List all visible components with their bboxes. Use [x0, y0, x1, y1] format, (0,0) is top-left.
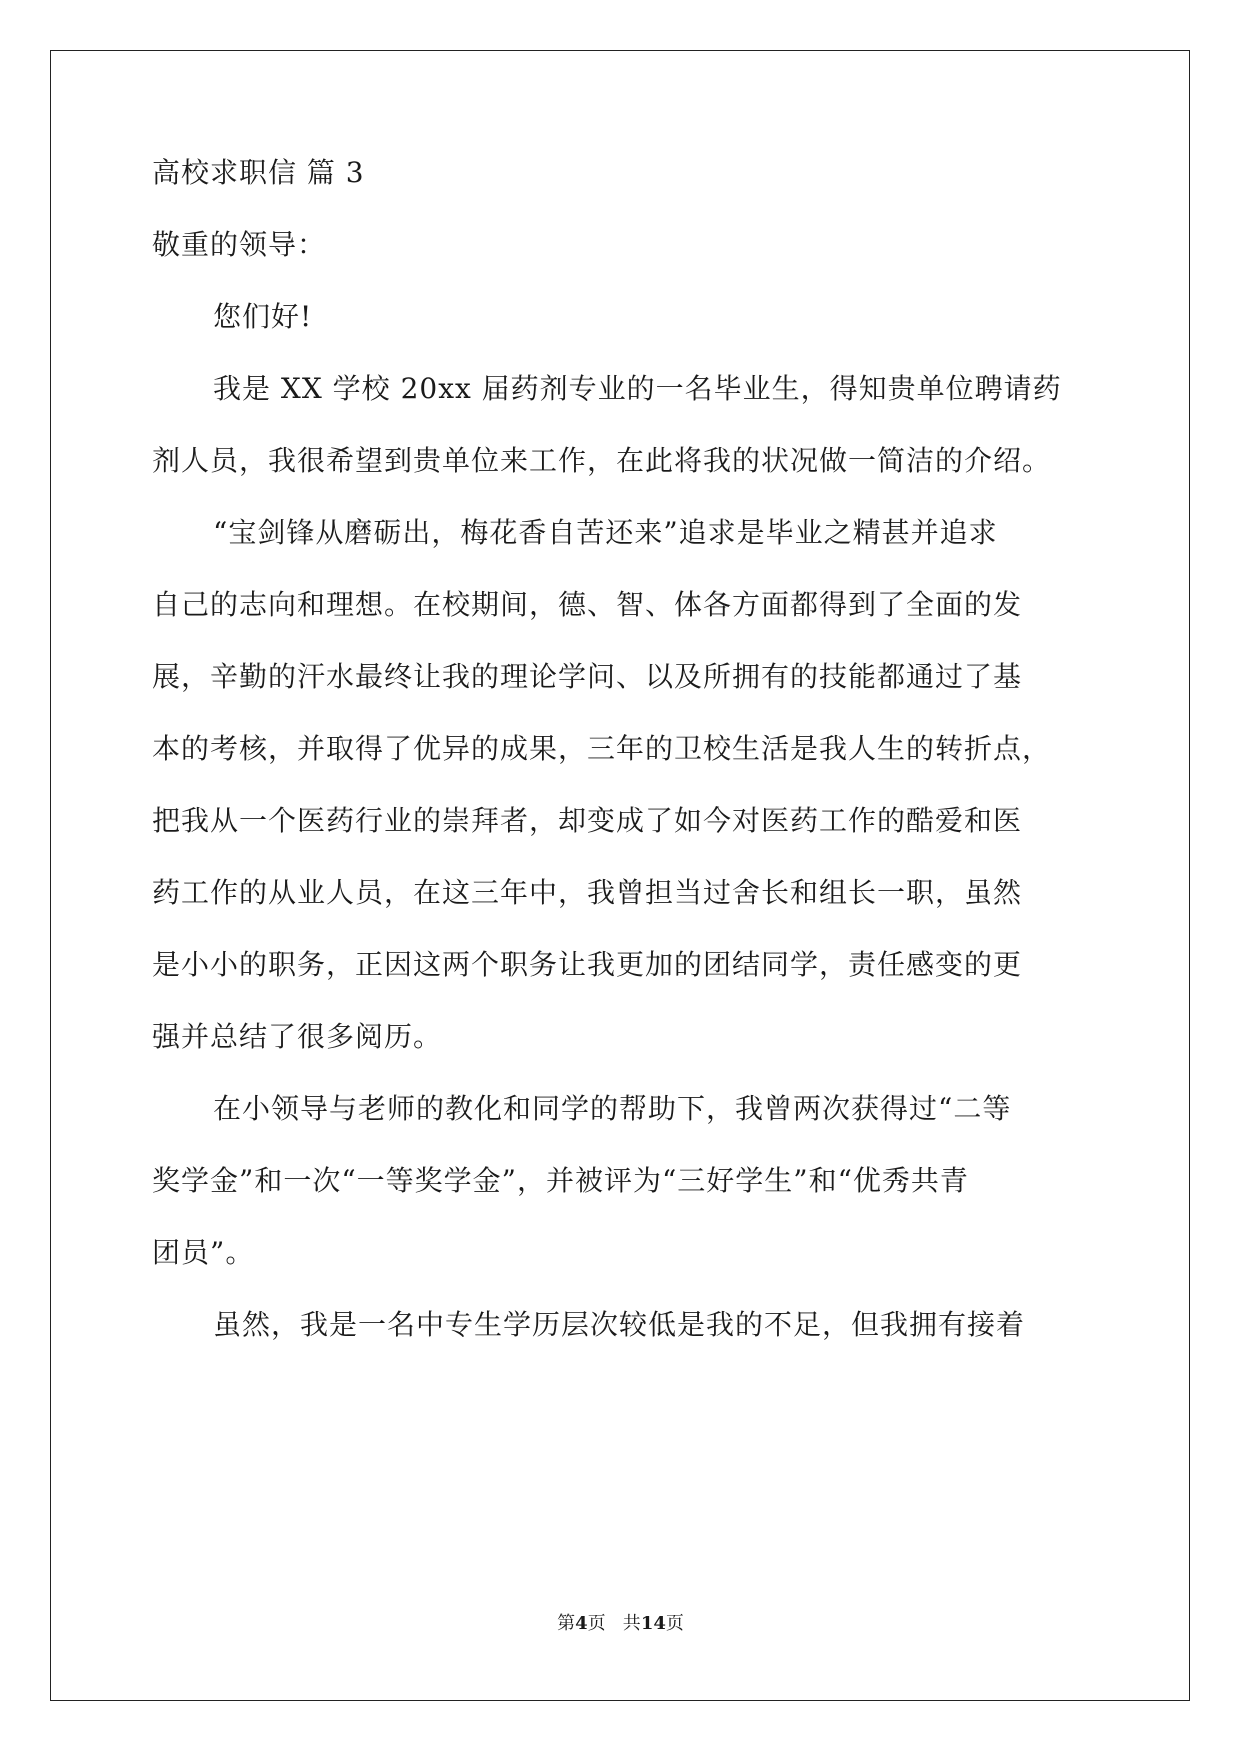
letter-salutation: 敬重的领导：: [152, 228, 327, 261]
paragraph-line: 剂人员，我很希望到贵单位来工作，在此将我的状况做一简洁的介绍。: [152, 444, 1052, 477]
paragraph-line: 本的考核，并取得了优异的成果，三年的卫校生活是我人生的转折点，: [152, 732, 1052, 765]
footer-prefix: 第: [557, 1613, 576, 1634]
footer-total-pages: 14: [640, 1613, 666, 1634]
paragraph-line: 是小小的职务，正因这两个职务让我更加的团结同学，责任感变的更: [152, 948, 1023, 981]
footer-suffix: 页: [665, 1613, 684, 1634]
paragraph-line: 自己的志向和理想。在校期间，德、智、体各方面都得到了全面的发: [152, 588, 1023, 621]
greeting-line: 您们好!: [213, 300, 313, 333]
paragraph-line: 我是 XX 学校 20xx 届药剂专业的一名毕业生，得知贵单位聘请药: [213, 372, 1062, 405]
paragraph-line: 药工作的从业人员，在这三年中，我曾担当过舍长和组长一职，虽然: [152, 876, 1023, 909]
paragraph-line: “宝剑锋从磨砺出，梅花香自苦还来”追求是毕业之精甚并追求: [213, 516, 998, 549]
footer-page-number: 4: [575, 1613, 588, 1634]
paragraph-line: 把我从一个医药行业的崇拜者，却变成了如今对医药工作的酷爱和医: [152, 804, 1023, 837]
paragraph-line: 虽然，我是一名中专生学历层次较低是我的不足，但我拥有接着: [213, 1308, 1026, 1341]
page-footer: [0, 1612, 1241, 1636]
paragraph-line: 在小领导与老师的教化和同学的帮助下，我曾两次获得过“二等: [213, 1092, 1012, 1125]
letter-heading: 高校求职信 篇 3: [152, 156, 365, 189]
paragraph-line: 强并总结了很多阅历。: [152, 1020, 443, 1053]
paragraph-line: 奖学金”和一次“一等奖学金”，并被评为“三好学生”和“优秀共青: [152, 1164, 969, 1197]
paragraph-line: 团员”。: [152, 1236, 255, 1269]
paragraph-line: 展，辛勤的汗水最终让我的理论学问、以及所拥有的技能都通过了基: [152, 660, 1023, 693]
footer-middle: 页 共: [587, 1613, 641, 1634]
